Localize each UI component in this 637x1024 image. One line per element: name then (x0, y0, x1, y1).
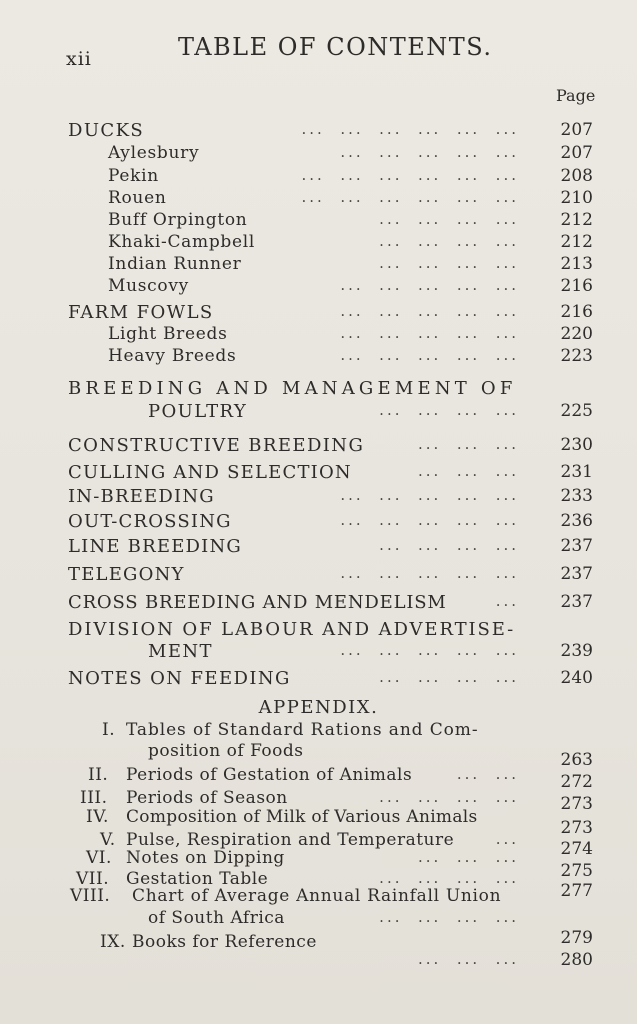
toc-entry-label: LINE BREEDING (68, 536, 243, 557)
leader-dots: ... ... ... ... (379, 254, 519, 272)
toc-entry-label: Aylesbury (108, 143, 200, 163)
toc-entry (0, 210, 637, 234)
toc-entry (0, 276, 637, 300)
page-column-label: Page (556, 86, 596, 105)
leader-dots: ... ... ... ... (379, 232, 519, 250)
appendix-item-page: 280 (560, 950, 593, 970)
toc-entry-page: 212 (560, 210, 593, 230)
leader-dots: ... ... ... ... (379, 536, 519, 554)
appendix-item-numeral: VIII. (70, 886, 111, 906)
toc-entry-page: 225 (560, 401, 593, 421)
toc-entry (0, 166, 637, 190)
appendix-item-page: 277 (560, 881, 593, 901)
toc-entry-label: CROSS BREEDING AND MENDELISM (68, 592, 447, 613)
toc-entry-label-cont: MENT (148, 641, 213, 662)
leader-dots: ... ... ... ... ... ... (301, 166, 519, 184)
appendix-item-label: Books for Reference (132, 932, 317, 952)
header-page-number: xii (66, 48, 92, 70)
toc-entry-page: 207 (560, 143, 593, 163)
toc-entry-page: 220 (560, 324, 593, 344)
leader-dots: ... ... ... ... ... (340, 486, 519, 504)
appendix-item (0, 807, 637, 838)
toc-entry-continuation (0, 641, 637, 665)
appendix-item-page: 273 (560, 794, 593, 814)
leader-dots: ... ... ... (418, 462, 519, 480)
appendix-item-numeral: IV. (86, 807, 109, 827)
toc-entry-page: 231 (560, 462, 593, 482)
leader-dots: ... ... ... ... (379, 210, 519, 228)
leader-dots: ... ... ... ... ... (340, 511, 519, 529)
leader-dots: ... ... ... ... ... ... (301, 188, 519, 206)
toc-entry-label: IN-BREEDING (68, 486, 215, 507)
appendix-item-numeral: VII. (76, 869, 110, 889)
appendix-item-page: 279 (560, 928, 593, 948)
leader-dots: ... ... ... ... ... (340, 564, 519, 582)
leader-dots: ... ... ... ... ... (340, 324, 519, 342)
leader-dots: ... ... ... ... (379, 668, 519, 686)
appendix-item-label: Composition of Milk of Various Animals (126, 807, 478, 827)
toc-entry-label: CULLING AND SELECTION (68, 462, 352, 483)
toc-entry (0, 254, 637, 278)
appendix-item-numeral: I. (102, 720, 116, 740)
toc-entry (0, 188, 637, 212)
toc-entry-label: Indian Runner (108, 254, 242, 274)
appendix-item-numeral: VI. (86, 848, 112, 868)
appendix-item-page: 275 (560, 861, 593, 881)
leader-dots: ... ... ... ... ... ... (301, 120, 519, 138)
toc-entry-label: TELEGONY (68, 564, 185, 585)
toc-entry (0, 564, 637, 588)
appendix-item-label: Periods of Gestation of Animals (126, 765, 413, 785)
toc-entry (0, 120, 637, 144)
toc-entry-label: Khaki-Campbell (108, 232, 256, 252)
toc-entry-label: Buff Orpington (108, 210, 248, 230)
toc-entry-page: 223 (560, 346, 593, 366)
leader-dots: ... (495, 830, 519, 848)
toc-entry (0, 462, 637, 486)
toc-entry-page: 239 (560, 641, 593, 661)
appendix-item-label: Pulse, Respiration and Temperature (126, 830, 455, 850)
toc-entry-continuation (0, 401, 637, 425)
toc-entry-page: 230 (560, 435, 593, 455)
toc-entry-page: 210 (560, 188, 593, 208)
toc-entry (0, 486, 637, 510)
toc-entry (0, 232, 637, 256)
appendix-item-label: Notes on Dipping (126, 848, 285, 868)
toc-entry-page: 216 (560, 276, 593, 296)
page-title: TABLE OF CONTENTS. (178, 33, 493, 61)
leader-dots: ... ... ... ... ... (340, 302, 519, 320)
toc-entry-page: 237 (560, 592, 593, 612)
toc-entry-label: Light Breeds (108, 324, 228, 344)
toc-entry-label: Pekin (108, 166, 159, 186)
appendix-item (0, 932, 637, 970)
leader-dots: ... ... ... (418, 950, 519, 968)
appendix-item-label: Tables of Standard Rations and Com- (126, 720, 479, 740)
appendix-item-numeral: II. (88, 765, 109, 785)
appendix-item-label: Gestation Table (126, 869, 269, 889)
appendix-item-label-cont: of South Africa (148, 908, 285, 928)
toc-entry-page: 208 (560, 166, 593, 186)
leader-dots: ... (495, 592, 519, 610)
leader-dots: ... ... ... (418, 848, 519, 866)
leader-dots: ... ... (456, 765, 519, 783)
toc-entry (0, 378, 637, 402)
toc-entry-label: BREEDING AND MANAGEMENT OF (68, 378, 517, 399)
toc-entry-page: 237 (560, 536, 593, 556)
appendix-item-page: 273 (560, 818, 593, 838)
toc-entry-label: DUCKS (68, 120, 145, 141)
toc-entry (0, 143, 637, 167)
appendix-item (0, 765, 637, 792)
appendix-item-page: 274 (560, 839, 593, 859)
leader-dots: ... ... ... ... (379, 869, 519, 887)
appendix-heading: APPENDIX. (258, 697, 379, 718)
toc-entry (0, 302, 637, 326)
appendix-item-page: 263 (560, 750, 593, 770)
toc-entry-label: NOTES ON FEEDING (68, 668, 291, 689)
toc-entry (0, 619, 637, 643)
toc-entry-label-cont: POULTRY (148, 401, 248, 422)
leader-dots: ... ... ... ... (379, 401, 519, 419)
toc-entry (0, 346, 637, 370)
toc-entry-label: OUT-CROSSING (68, 511, 232, 532)
toc-entry (0, 511, 637, 535)
appendix-item-numeral: V. (100, 830, 116, 850)
appendix-item-label: Periods of Season (126, 788, 288, 808)
toc-entry-page: 207 (560, 120, 593, 140)
appendix-item-numeral: IX. (100, 932, 126, 952)
toc-entry-page: 233 (560, 486, 593, 506)
toc-entry (0, 592, 637, 616)
toc-entry-label: FARM FOWLS (68, 302, 214, 323)
toc-entry (0, 435, 637, 459)
appendix-item-numeral: III. (80, 788, 108, 808)
leader-dots: ... ... ... ... (379, 788, 519, 806)
appendix-item (0, 886, 637, 910)
leader-dots: ... ... ... ... (379, 908, 519, 926)
toc-entry (0, 668, 637, 692)
toc-entry-label: CONSTRUCTIVE BREEDING (68, 435, 365, 456)
leader-dots: ... ... ... ... ... (340, 346, 519, 364)
toc-entry-page: 212 (560, 232, 593, 252)
toc-entry (0, 324, 637, 348)
toc-entry-page: 237 (560, 564, 593, 584)
leader-dots: ... ... ... ... ... (340, 143, 519, 161)
appendix-item-label-cont: position of Foods (148, 741, 304, 761)
toc-entry-label: DIVISION OF LABOUR AND ADVERTISE- (68, 619, 516, 640)
leader-dots: ... ... ... ... ... (340, 641, 519, 659)
toc-entry-label: Muscovy (108, 276, 189, 296)
toc-entry-label: Heavy Breeds (108, 346, 237, 366)
appendix-item-page: 272 (560, 772, 593, 792)
toc-entry-page: 240 (560, 668, 593, 688)
toc-entry-page: 236 (560, 511, 593, 531)
leader-dots: ... ... ... (418, 435, 519, 453)
toc-entry (0, 536, 637, 560)
leader-dots: ... ... ... ... ... (340, 276, 519, 294)
appendix-item-label: Chart of Average Annual Rainfall Union (132, 886, 502, 906)
toc-entry-page: 216 (560, 302, 593, 322)
toc-entry-page: 213 (560, 254, 593, 274)
toc-entry-label: Rouen (108, 188, 167, 208)
